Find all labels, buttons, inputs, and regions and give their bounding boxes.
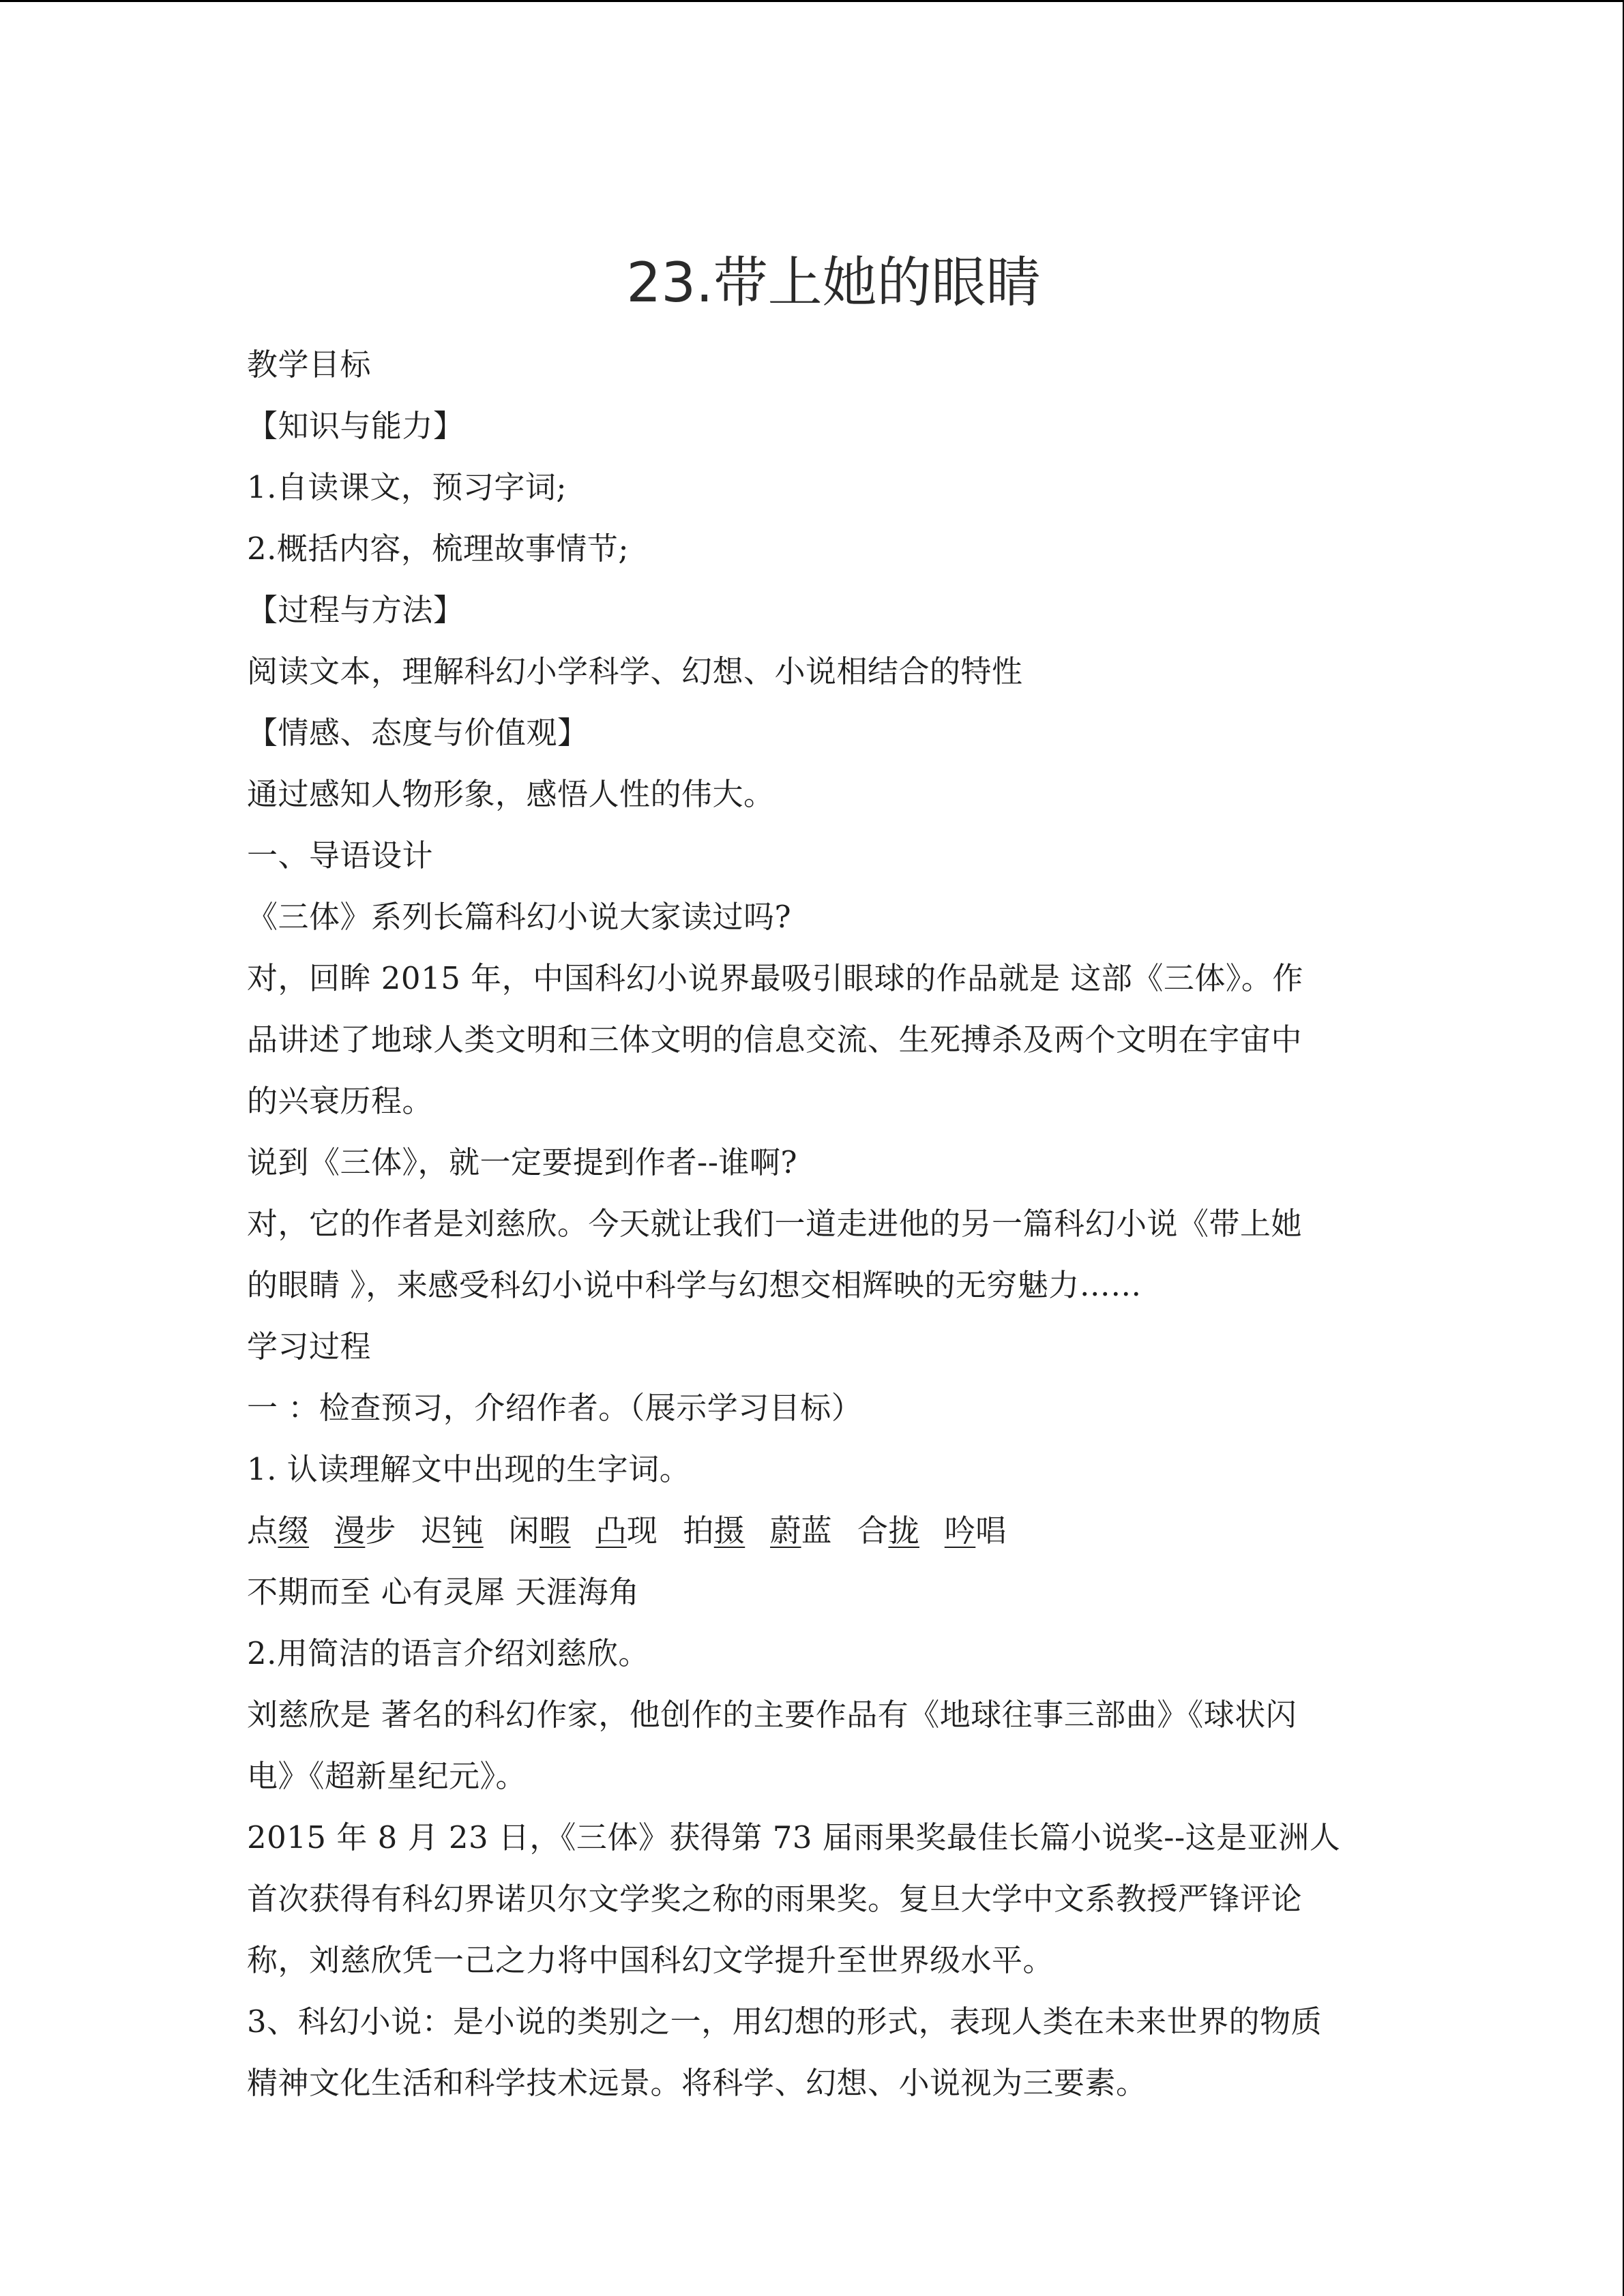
- text-line: 对，回眸 2015 年，中国科幻小说界最吸引眼球的作品就是 这部《三体》。作: [247, 960, 1303, 996]
- document-page: [247, 232, 1393, 2114]
- text-line: 的眼睛 》，来感受科幻小说中科学与幻想交相辉映的无穷魅力……: [247, 1267, 1142, 1303]
- text-line: 精神文化生活和科学技术远景。将科学、幻想、小说视为三要素。: [247, 2065, 1147, 2101]
- vocab-word: 吟唱: [944, 1512, 1007, 1549]
- vocab-word: 漫步: [334, 1512, 396, 1549]
- text-line: 教学目标: [247, 346, 372, 383]
- text-line: 刘慈欣是 著名的科幻作家，他创作的主要作品有《地球往事三部曲》《球状闪: [247, 1697, 1297, 1733]
- vocab-word: 点缀: [247, 1512, 310, 1549]
- text-line: 【知识与能力】: [247, 408, 464, 444]
- text-line: 2.用简洁的语言介绍刘慈欣。: [247, 1635, 649, 1671]
- text-line: 通过感知人物形象，感悟人性的伟大。: [247, 776, 775, 812]
- text-line: 1.自读课文，预习字词;: [247, 469, 567, 505]
- text-line: 称，刘慈欣凭一己之力将中国科幻文学提升至世界级水平。: [247, 1942, 1054, 1978]
- top-border: [0, 0, 1624, 2]
- text-line: 一、导语设计: [247, 837, 434, 874]
- text-line: 电》《超新星纪元》。: [247, 1758, 527, 1794]
- vocab-line: [247, 1500, 1393, 1562]
- text-line: 2015 年 8 月 23 日，《三体》获得第 73 届雨果奖最佳长篇小说奖--这是亚洲人: [247, 1819, 1341, 1855]
- document-title: 23.带上她的眼睛: [626, 251, 1041, 314]
- text-line: 阅读文本，理解科幻小学科学、幻想、小说相结合的特性: [247, 653, 1023, 689]
- vocab-word: 合拢: [857, 1512, 919, 1549]
- text-line: 3、科幻小说：是小说的类别之一，用幻想的形式，表现人类在未来世界的物质: [247, 2003, 1323, 2040]
- text-line: 1. 认读理解文中出现的生字词。: [247, 1451, 691, 1487]
- vocab-word: 凸现: [595, 1512, 658, 1549]
- text-line: 【过程与方法】: [247, 592, 464, 628]
- text-line: 学习过程: [247, 1328, 372, 1365]
- body-text: [247, 334, 1393, 2114]
- text-line: 【情感、态度与价值观】: [247, 715, 589, 751]
- vocab-word: 蔚蓝: [770, 1512, 833, 1549]
- vocab-word: 闲暇: [508, 1512, 571, 1549]
- text-line: 对，它的作者是刘慈欣。今天就让我们一道走进他的另一篇科幻小说《带上她: [247, 1206, 1303, 1242]
- text-line: 品讲述了地球人类文明和三体文明的信息交流、生死搏杀及两个文明在宇宙中: [247, 1022, 1303, 1058]
- text-line: 2.概括内容，梳理故事情节;: [247, 531, 630, 567]
- text-line: 一 ：检查预习，介绍作者。（展示学习目标）: [247, 1390, 863, 1426]
- text-line: 首次获得有科幻界诺贝尔文学奖之称的雨果奖。复旦大学中文系教授严锋评论: [247, 1881, 1303, 1917]
- text-line: 的兴衰历程。: [247, 1083, 434, 1119]
- text-line: 《三体》系列长篇科幻小说大家读过吗?: [247, 899, 792, 935]
- text-line: 不期而至 心有灵犀 天涯海角: [247, 1574, 640, 1610]
- vocab-word: 拍摄: [683, 1512, 745, 1549]
- vocab-word: 迟钝: [421, 1512, 484, 1549]
- text-line: 说到《三体》，就一定要提到作者--谁啊?: [247, 1144, 798, 1180]
